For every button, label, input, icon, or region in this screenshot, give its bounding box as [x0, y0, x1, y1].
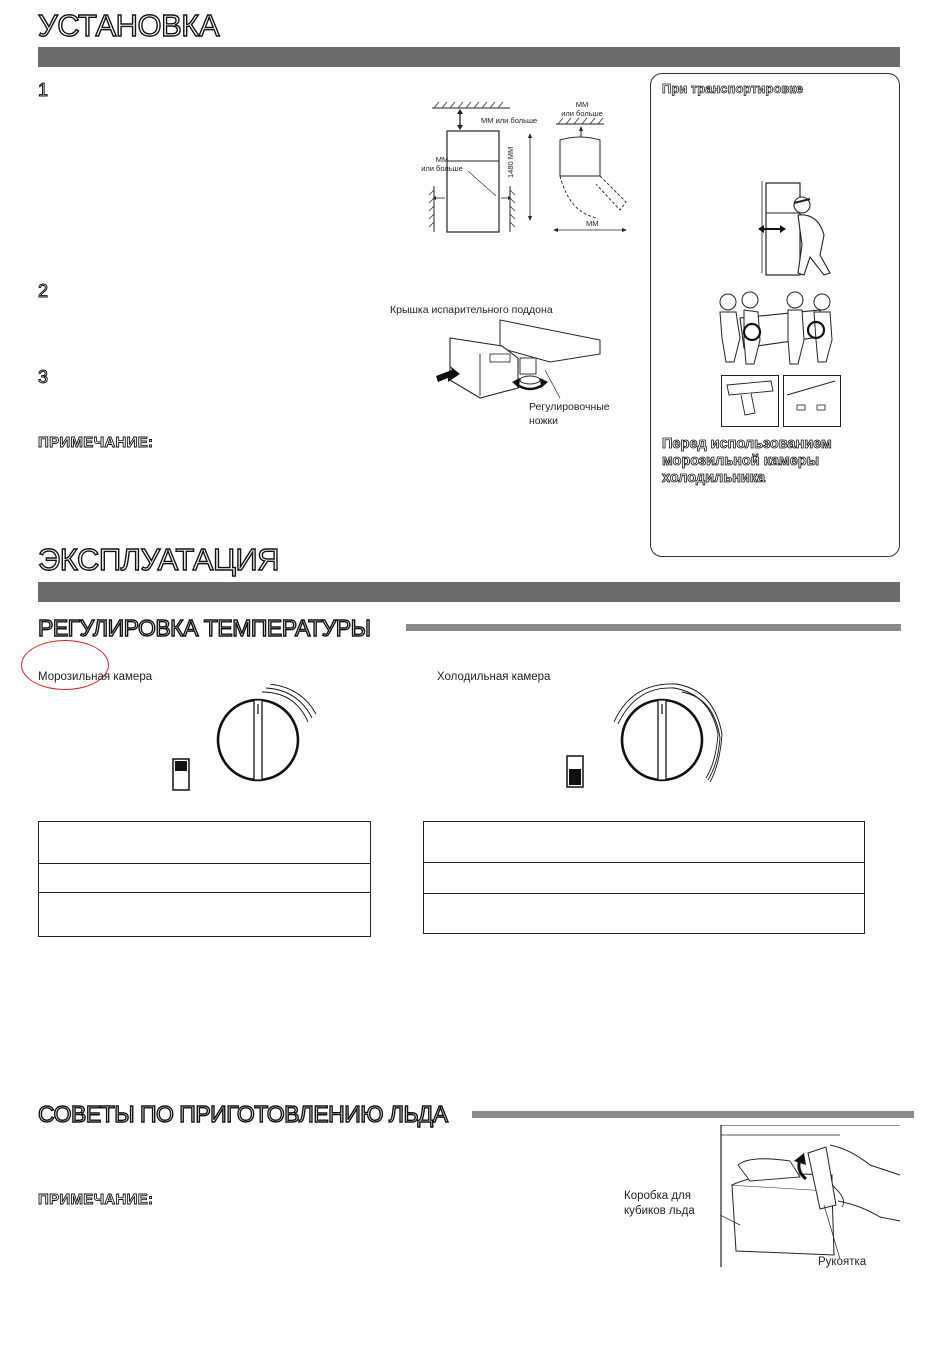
clearance-side-label: ММ или больше: [421, 155, 463, 173]
step-number-3: 3: [38, 367, 49, 387]
fridge-indicator: [566, 755, 586, 789]
fridge-dial[interactable]: [610, 682, 730, 786]
table-row: [39, 822, 371, 864]
handle-label: Рукоятка: [818, 1256, 867, 1268]
temperature-title: РЕГУЛИРОВКА ТЕМПЕРАТУРЫ: [38, 615, 371, 641]
ice-note-label: ПРИМЕЧАНИЕ:: [38, 1191, 154, 1208]
fridge-settings-table: [423, 821, 865, 934]
handle-detail-left: [721, 375, 779, 427]
people-carrying-illustration: [700, 290, 850, 368]
operation-title-bar: [38, 582, 900, 602]
table-row: [424, 822, 865, 863]
table-row: [39, 864, 371, 893]
ice-box-label: Коробка для кубиков льда: [624, 1190, 695, 1217]
depth-label: ММ: [586, 219, 599, 228]
step-number-1: 1: [38, 80, 49, 100]
table-row: [424, 863, 865, 894]
clearance-right-top-label: ММ или больше: [561, 100, 603, 118]
clearance-top-label: ММ или больше: [481, 116, 538, 125]
freezer-indicator: [172, 758, 192, 792]
before-use-title: Перед использованием морозильной камеры холодильника: [662, 436, 832, 486]
freezer-label: Морозильная камера: [38, 671, 153, 683]
transport-title: При транспортировке: [662, 81, 804, 96]
ice-tips-title: СОВЕТЫ ПО ПРИГОТОВЛЕНИЮ ЛЬДА: [38, 1101, 448, 1127]
step-number-2: 2: [38, 281, 49, 301]
height-label: 1480 ММ: [506, 146, 515, 178]
freezer-dial[interactable]: [210, 684, 320, 784]
table-row: [424, 894, 865, 934]
ice-box-illustration: [720, 1125, 902, 1270]
fridge-label: Холодильная камера: [437, 671, 551, 683]
ice-tips-title-bar: [472, 1111, 914, 1118]
handle-detail-right: [783, 375, 841, 427]
install-note-label: ПРИМЕЧАНИЕ:: [38, 434, 154, 451]
man-moving-fridge-illustration: [740, 175, 840, 280]
table-row: [39, 893, 371, 937]
adjustable-feet-label: Регулировочные ножки: [529, 401, 610, 427]
freezer-settings-table: [38, 821, 371, 937]
install-title: УСТАНОВКА: [38, 8, 220, 43]
evaporator-cover-label: Крышка испарительного поддона: [390, 304, 553, 316]
temperature-title-bar: [406, 624, 901, 631]
operation-title: ЭКСПЛУАТАЦИЯ: [38, 542, 280, 577]
install-title-bar: [38, 47, 900, 67]
